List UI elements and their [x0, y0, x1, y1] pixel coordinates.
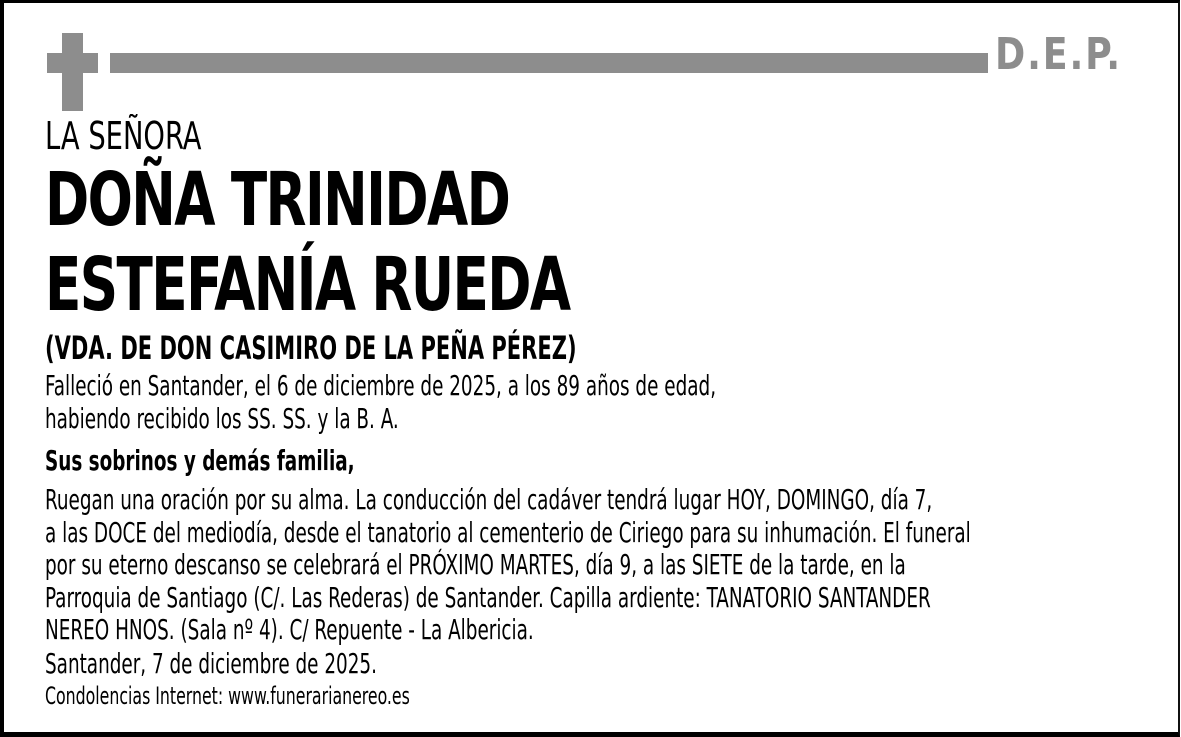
honorific [45, 116, 241, 156]
honorific-text: LA SEÑORA [45, 114, 202, 158]
cross-icon-horizontal-bar [47, 53, 98, 73]
deceased-name [45, 158, 701, 328]
condolences-text: Condolencias Internet: www.funerarianereo.es [45, 682, 410, 710]
header-divider-rule [110, 53, 988, 73]
deceased-name-line2: ESTEFANÍA RUEDA [45, 242, 570, 328]
funeral-details-line5: NEREO HNOS. (Sala nº 4). C/ Repuente - La Albericia. [45, 613, 534, 646]
funeral-details-line2: a las DOCE del mediodía, desde el tanatorio al cementerio de Ciriego para su inhumación. El funeral [45, 515, 971, 549]
place-date-line [45, 648, 500, 680]
condolences-line [45, 682, 545, 710]
death-statement-line1: Falleció en Santander, el 6 de diciembre de 2025, a los 89 años de edad, [45, 369, 717, 402]
funeral-details [45, 484, 1180, 647]
dep-label: D.E.P. [995, 29, 1122, 80]
funeral-details-line1: Ruegan una oración por su alma. La conducción del cadáver tendrá lugar HOY, DOMINGO, día 7, [45, 483, 933, 516]
place-date-text: Santander, 7 de diciembre de 2025. [45, 647, 377, 680]
funeral-details-line4: Parroquia de Santiago (C/. Las Rederas) de Santander. Capilla ardiente: TANATORIO SANTANDER [45, 580, 931, 614]
death-statement-line2: habiendo recibido los SS. SS. y la B. A. [45, 402, 399, 435]
mourners-line [45, 445, 469, 477]
relation-text: (VDA. DE DON CASIMIRO DE LA PEÑA PÉREZ) [45, 329, 577, 367]
deceased-name-line1: DOÑA TRINIDAD [45, 157, 510, 243]
death-statement [45, 369, 964, 435]
mourners-text: Sus sobrinos y demás familia, [45, 444, 355, 477]
funeral-details-line3: por su eterno descanso se celebrará el PRÓXIMO MARTES, día 9, a las SIETE de la tarde, en la [45, 548, 906, 581]
relation-line [45, 330, 773, 366]
